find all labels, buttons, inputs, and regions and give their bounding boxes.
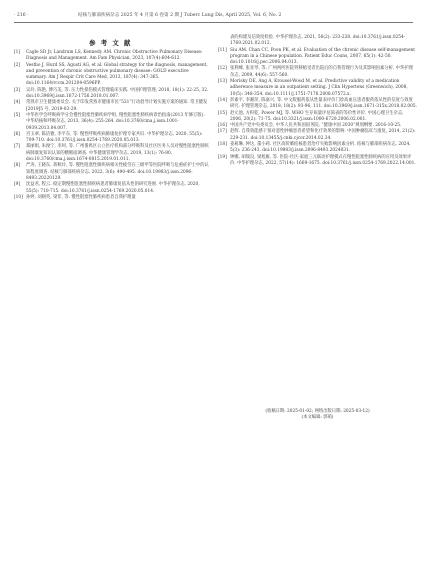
reference-text: 中华医学会呼吸病学分会慢性阻塞性肺疾病学组, 慢性阻塞性肺疾病诊治指南(2013 年修订版). 中华结核和呼吸杂志, 2013, 36(4): 255-264. doi:10.3760/cma.j.issn.1001-0939.2013.04.007. — [26, 112, 205, 131]
reference-item — [14, 195, 210, 201]
reference-item — [14, 182, 210, 195]
reference-text: 严涛, 王晓东, 蒋秋玲, 等. 慢性阻塞性肺疾病相关性疲劳在三级甲等医院呼吸与危重症护士中的认知程度调查. 结核与肺部疾病杂志, 2022, 3(6): 490-495. doi:10.19983/j.issn.2096-8493.20220129. — [26, 163, 209, 181]
reference-item — [218, 142, 417, 155]
reference-text: 赵辉. 自我效能感干预对恶性肿瘤患者希望和化疗效果的影响. 中国肿瘤临床与康复, 2014, 21(2): 229-231. doi:10.13455/j.cnki.cjcor.2014.02.34. — [230, 129, 416, 141]
editor-note: (本文编辑: 郭萌) — [301, 415, 334, 421]
reference-item — [218, 35, 417, 48]
article-dates — [218, 409, 417, 422]
reference-item — [14, 113, 210, 132]
page-number: · 216 · — [14, 13, 29, 18]
reference-text: 宫玉翠, 陈洁雅, 李平东, 等. 慢性呼吸疾病肺康复护理专家共识. 中华护理杂志, 2020, 55(5): 709-710. doi:10.3761/j.issn.0254-1769.2020.05.013. — [26, 131, 203, 144]
reference-number: [3] — [14, 87, 21, 93]
reference-item — [14, 132, 210, 145]
reference-number: [6] — [14, 131, 21, 137]
reference-number: [18] — [218, 142, 227, 148]
reference-item — [14, 163, 210, 182]
reference-item — [218, 129, 417, 142]
reference-text: 郑丽娟, 朱俊宁, 李珂, 等. 广州番禺区公立医疗机构部分呼吸科及社区医务人员对慢性阻塞性肺疾病肺康复知识认知的横断面调查. 中华健康管理学杂志, 2019, 13(1): 76-80. doi:10.3760/cma.j.issn.1674-0815.2019.01.011. — [26, 144, 209, 163]
reference-number: [19] — [218, 154, 227, 160]
reference-item — [218, 98, 417, 111]
reference-text: Cagle SD Jr, Landrum LS, Kennedy AM. Chronic Obstructive Pulmonary Disease: Diagnosis and Management. Am Fam Physician, 2023, 107(4):604-612. — [26, 50, 203, 62]
reference-number: [11] — [218, 47, 227, 53]
references-right-column — [218, 35, 417, 167]
reference-number: [5] — [14, 112, 21, 118]
reference-item — [14, 50, 210, 63]
reference-number: [4] — [14, 100, 21, 106]
reference-item — [218, 155, 417, 168]
reference-text: 吴玲, 陈艳, 傅巧美, 等. 压力性损伤模式管理临床实践. 中国护理管理, 2018, 18(1): 22-25, 32. doi:10.3969/j.issn.1672-1756.2018.01.007. — [26, 87, 209, 100]
reference-number: [8] — [14, 163, 21, 169]
reference-number: [12] — [218, 66, 227, 72]
reference-text: 彭素平, 李湘萍, 陈嘉兴, 等. 中文版服药依从性量表评价门诊高血压患者服药依从性的信度与效度研究. 护理管理杂志, 2018, 18(2): 93-96, 111. doi:10.3969/j.issn.1671-315x.2018.02.005. — [230, 97, 417, 110]
reference-text: 表的构建及信效度检验. 中华护理杂志, 2021, 56(2): 233-238. doi:10.3761/j.issn.0254-1769.2021.02.012. — [230, 35, 406, 47]
reference-number: [16] — [218, 123, 227, 129]
reference-number: [15] — [218, 110, 227, 116]
reference-text: 钟娜, 胡瑞良, 梁旭雁, 等. 医院-社区-家庭三元联动护理模式在慢性阻塞性肺疾病的应用及效果评价. 中华护理杂志, 2022, 57(14): 1669-1675. doi:10.3761/j.issn.0254-1769.2022.14.001. — [230, 154, 416, 166]
journal-citation: 结核与肺部疾病杂志 2025 年 4 月第 6 卷第 2 期 J Tuberc Lung Dis, April 2025, Vol. 6, No. 2 — [78, 13, 282, 18]
reference-number: [9] — [14, 182, 21, 188]
reference-number: [13] — [218, 79, 227, 85]
reference-item — [218, 79, 417, 98]
running-header — [14, 11, 413, 23]
reference-item — [218, 111, 417, 124]
reference-text: Vestbo J, Hurd SS, Agusti AG, et al. Global strategy for the diagnosis, management, and prevention of chronic obstructive pulmonary disease: GOLD executive summary. Am J Respir Crit Care Med, 2013, 187(4): 347-365. doi:10.1164/rccm.201204-0596PP. — [26, 62, 208, 87]
references-left-column — [14, 50, 210, 201]
reference-text: 中国共产党中央委员会, 中华人民共和国国务院. “健康中国 2030”规划纲要. 2016-10-25. — [230, 123, 402, 129]
received-date: (收稿日期: 2025-01-02; 网络出版日期: 2025-03-12) — [265, 409, 370, 414]
reference-number: [7] — [14, 144, 21, 150]
reference-text: 常熟市卫生健康委员会. 关于印发常熟市健康市民“531”行动倡导计划实施方案的通知. 常卫健发[2019]5 号, 2019-03-29. — [26, 100, 208, 112]
reference-item — [14, 100, 210, 113]
reference-text: Morisky DE, Ang A, Krousel-Wood M, et al. Predictive validity of a medication adherence measure in an outpatient setting. J Clin Hypertens (Greenwich), 2008, 10(5): 348-354. doi:10.1111/j.1751-7176.2008.07572.x. — [230, 79, 408, 97]
reference-text: 姜莉琳, 钟达, 董小莉. 社区高阶肺结核患者治疗失败影响因素分析. 结核与肺部疾病杂志, 2024, 5(3): 236-243. doi:10.19983/j.issn.2096-8493.2024031. — [230, 142, 411, 154]
reference-item — [14, 144, 210, 163]
reference-text: 张利峰, 张亚琴, 等. 广州两所医院肾移植受者出院后的自我管理行为及其影响因素分析. 中华护理杂志, 2009, 44(6): 557-560. — [230, 66, 413, 78]
references-title: 参 考 文 献 — [89, 39, 132, 47]
reference-item — [218, 48, 417, 67]
reference-text: 孙婷, 刘朝英, 梁菲, 等. 慢性阻塞性肺疾病患者自我护理量 — [26, 194, 136, 200]
reference-item — [14, 63, 210, 88]
reference-text: Siu AM, Chan CC, Poon PK, et al. Evaluation of the chronic disease self-management program in a Chinese population. Patient Educ Couns, 2007, 65(1): 42-50. doi:10.1016/j.pec.2006.04.013. — [230, 47, 416, 66]
reference-text: 赵元池, 方积乾, Power MJ, 等. WHO 生存质量评估简表的等价性评价. 中国心理卫生杂志, 2006, 20(2): 71-75. doi:10.3321/j.issn:1000-6729.2006.02.001. — [230, 110, 404, 122]
reference-number: [1] — [14, 50, 21, 55]
reference-number: [2] — [14, 62, 21, 68]
reference-number: [17] — [218, 129, 227, 135]
reference-number: [10] — [14, 194, 23, 200]
reference-item — [14, 88, 210, 101]
reference-text: 沈益君, 程云. 稳定期慢性阻塞性肺疾病患者肺康复依从性的研究进展. 中华护理杂志, 2020, 55(5): 710-715. doi:10.3761/j.issn.0254-1769.2020.05.014. — [26, 182, 200, 194]
reference-number: [14] — [218, 97, 227, 103]
reference-item — [218, 66, 417, 79]
